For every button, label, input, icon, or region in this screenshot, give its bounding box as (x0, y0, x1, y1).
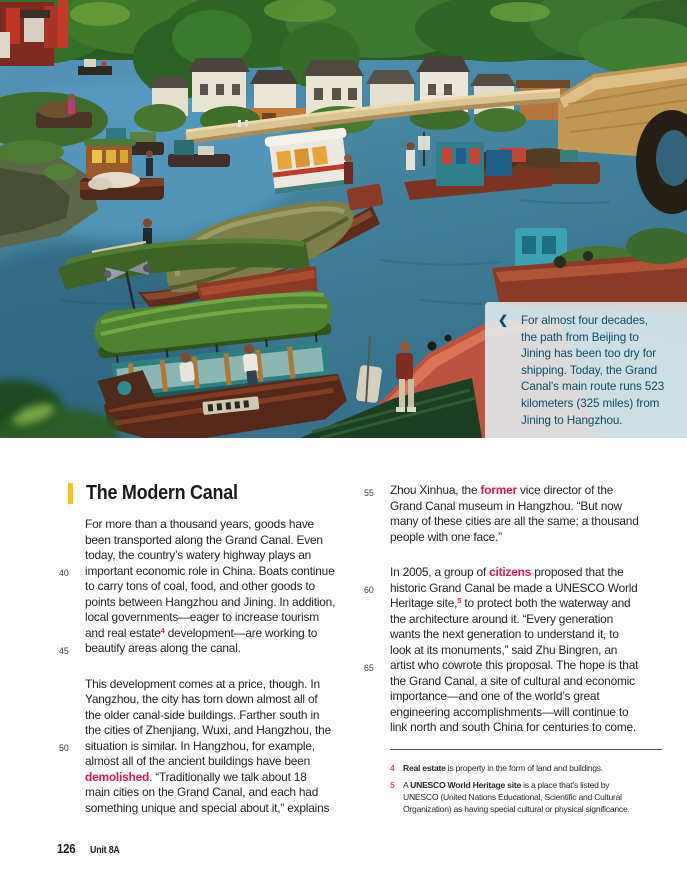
footnote-line (403, 762, 603, 774)
line-number: 50 (59, 743, 69, 753)
section-heading (68, 481, 255, 505)
text-segment: Real estate (403, 763, 446, 773)
text-segment: the cities of Zhenjiang, Wuxi, and Hangzhou, the (85, 723, 331, 737)
text-segment: engineering accomplishments—will continue to (390, 704, 629, 719)
text-line (390, 689, 670, 705)
text-segment: to protect both the waterway and (461, 596, 631, 610)
text-line (390, 627, 670, 643)
text-segment: Heritage site, (390, 596, 458, 610)
line-number: 45 (59, 645, 69, 656)
text-column-right (364, 483, 670, 736)
text-line (390, 612, 670, 628)
text-line (85, 677, 365, 693)
text-segment: . “Traditionally we talk about 18 (149, 769, 307, 784)
text-line (390, 705, 670, 721)
section-title: The Modern Canal (86, 481, 238, 504)
text-line (85, 626, 365, 642)
text-segment: points between Hangzhou and Jining. In addition, (85, 594, 336, 609)
text-segment: local governments—eager to increase tourism (85, 610, 319, 624)
footnote-number: 4 (390, 763, 395, 773)
heading-accent-bar (68, 483, 73, 504)
text-segment: Zhou Xinhua, the (390, 483, 481, 497)
text-line (59, 563, 365, 580)
paragraph (59, 676, 365, 817)
text-segment: For more than a thousand years, goods have (85, 517, 314, 531)
text-line (85, 692, 365, 708)
text-line (85, 548, 365, 564)
text-line (390, 674, 670, 690)
caption-line: kilometers (325 miles) from (521, 396, 660, 410)
text-line (85, 754, 365, 770)
text-line (390, 643, 670, 659)
text-line (390, 596, 670, 612)
unit-label: Unit 8A (89, 845, 120, 856)
line-number: 65 (364, 662, 374, 673)
text-segment: UNESCO (United Nations Educational, Scientific and Cultural (403, 791, 622, 802)
text-line (364, 658, 670, 674)
caption-line: For almost four decades, (521, 314, 648, 327)
highlighted-word: former (480, 483, 517, 497)
text-segment: proposed that the (531, 565, 624, 579)
text-line (85, 579, 365, 595)
text-line (85, 517, 365, 533)
highlighted-word: citizens (489, 565, 532, 579)
text-segment: and real estate (85, 625, 161, 640)
paragraph (364, 483, 670, 545)
footnote-number: 5 (390, 779, 395, 790)
text-segment: many of these cities are all the same: a thousand (390, 514, 639, 528)
text-segment: A (403, 779, 411, 790)
text-segment: development—are working to (164, 625, 318, 640)
line-number: 40 (59, 568, 69, 578)
text-segment: Organization) as having special cultural or physical significance. (403, 804, 630, 815)
text-segment: the Grand Canal, a site of cultural and economic (390, 673, 635, 688)
text-segment: something unique and special about it,” explains (85, 800, 330, 815)
text-line (59, 641, 365, 657)
text-segment: UNESCO World Heritage site (410, 779, 521, 790)
footnote-text (403, 779, 630, 816)
line-number: 55 (364, 487, 374, 498)
text-segment: link north and south China for centuries to come. (390, 720, 636, 734)
footnote-divider (390, 749, 662, 750)
footnote (390, 762, 680, 774)
text-segment: wants the next generation to understand it, to (390, 627, 619, 641)
footnote-line (403, 791, 630, 803)
text-segment: artist who cowrote this proposal. The hope is that (390, 658, 639, 672)
text-segment: Grand Canal museum in Hangzhou. “But now (390, 498, 622, 513)
text-segment: today, the country’s watery highway plays an (85, 548, 312, 562)
text-segment: been transported along the Grand Canal. Even (85, 532, 323, 547)
highlighted-word: demolished (85, 769, 150, 784)
caption-line: shipping. Today, the Grand (521, 363, 658, 377)
text-line (85, 785, 365, 801)
text-line (364, 483, 670, 499)
footnote-line (403, 779, 630, 791)
text-line (85, 610, 365, 626)
footnote-text (403, 762, 603, 774)
text-segment: people with one face.” (390, 529, 502, 544)
text-segment: vice director of the (516, 483, 614, 497)
text-segment: situation is similar. In Hangzhou, for example, (85, 738, 315, 753)
text-segment: is a place that’s listed by (520, 779, 610, 790)
text-segment: is property in the form of land and buildings. (445, 763, 603, 773)
text-line (390, 499, 670, 515)
text-line (59, 738, 365, 755)
footnotes (390, 762, 680, 820)
footnote-reference: 4 (160, 625, 165, 635)
text-line (390, 720, 670, 736)
caption-pointer-icon: ❮ (498, 313, 509, 327)
text-segment: important economic role in China. Boats continue (85, 563, 335, 578)
caption-line: the path from Beijing to (521, 330, 639, 344)
text-segment: to carry tons of coal, food, and other goods to (85, 579, 315, 593)
text-segment: almost all of the ancient buildings have been (85, 754, 311, 768)
text-line (85, 723, 365, 739)
paragraph (59, 517, 365, 657)
text-segment: Yangzhou, the city has torn down almost all of (85, 692, 318, 706)
page-footer (57, 841, 123, 856)
text-line (390, 514, 670, 530)
footnote-reference: 5 (457, 596, 462, 605)
text-column-left (59, 517, 365, 816)
text-segment: look at its monuments,” said Zhu Bingren, an (390, 642, 618, 657)
photo-caption-text (521, 313, 677, 429)
caption-line: Jining to Hangzhou. (521, 413, 623, 427)
caption-line: Canal's main route runs 523 (521, 380, 665, 394)
text-segment: In 2005, a group of (390, 565, 490, 579)
text-line (85, 708, 365, 724)
photo-caption (485, 302, 687, 438)
text-segment: main cities on the Grand Canal, and each had (85, 785, 319, 799)
text-line (364, 580, 670, 597)
text-segment: the older canal-side buildings. Farther south in (85, 707, 320, 722)
paragraph (364, 565, 670, 736)
text-segment: importance—and one of the world’s great (390, 689, 600, 703)
text-line (390, 565, 670, 581)
canal-photo (0, 0, 687, 438)
text-line (390, 530, 670, 546)
text-line (85, 801, 365, 817)
text-segment: beautify areas along the canal. (85, 641, 241, 655)
footnote-line (403, 803, 630, 815)
line-number: 60 (364, 585, 374, 595)
text-line (85, 533, 365, 549)
text-segment: the architecture around it. “Every generation (390, 611, 613, 626)
page-number: 126 (57, 841, 76, 856)
caption-line: Jining has been too dry for (521, 347, 657, 361)
text-segment: This development comes at a price, though. In (85, 676, 320, 691)
text-line (85, 770, 365, 786)
text-line (85, 595, 365, 611)
footnote (390, 779, 680, 816)
text-segment: historic Grand Canal be made a UNESCO World (390, 580, 638, 595)
